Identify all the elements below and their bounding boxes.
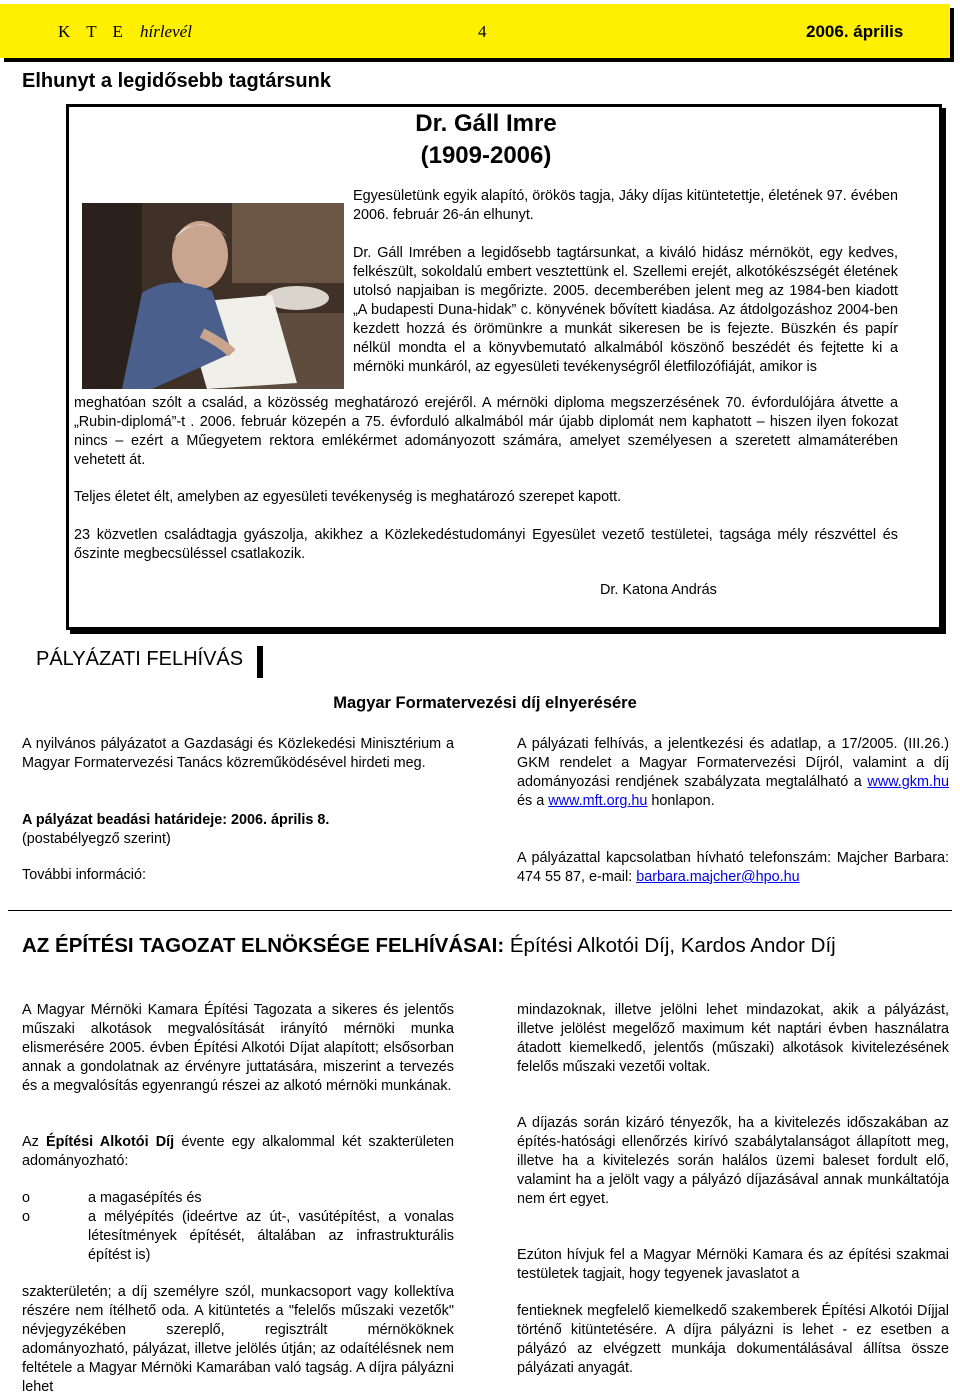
award-name: Építési Alkotói Díj [45, 1134, 175, 1150]
building-eligibility-cont: mindazoknak, illetve jelölni lehet mindazokat, akik a pályázást, illetve jelölést megelőző maximum két naptári évben használatra átadott kiemelkedő, jelentős (műszaki) alkotások kivitelezésének felelős műszaki vezetői voltak. [517, 1002, 949, 1075]
obituary-name [66, 108, 906, 172]
deadline-note: (postabélyegző szerint) [22, 831, 171, 847]
competition-title: PÁLYÁZATI FELHÍVÁS [36, 648, 249, 671]
portrait-photo [82, 203, 344, 389]
header-newsletter-label: hírlevél [140, 22, 192, 41]
header-date: 2006. április [806, 22, 904, 41]
building-title-bold: AZ ÉPÍTÉSI TAGOZAT ELNÖKSÉGE FELHÍVÁSAI: [22, 934, 505, 957]
email-link[interactable]: barbara.majcher@hpo.hu [636, 869, 800, 885]
building-title-rest: Építési Alkotói Díj, Kardos Andor Díj [509, 934, 836, 957]
obituary-intro: Egyesületünk egyik alapító, örökös tagja, Jáky díjas kitüntetettje, életének 97. évében 2006. február 26-án elhunyt. [353, 188, 898, 223]
award-intro-a: Az [22, 1134, 39, 1150]
obituary-years: (1909-2006) [420, 142, 552, 169]
competition-contact [517, 849, 949, 887]
newsletter-header [0, 4, 950, 58]
competition-deadline [22, 811, 454, 849]
obituary-life: Teljes életet élt, amelyben az egyesületi tevékenység is meghatározó szerepet kapott. [74, 489, 622, 505]
gkm-link[interactable]: www.gkm.hu [867, 774, 949, 790]
competition-announcer: A nyilvános pályázatot a Gazdasági és Közlekedési Minisztérium a Magyar Formatervezési Tanács közreműködésével hirdeti meg. [22, 736, 454, 771]
obituary-signature: Dr. Katona András [600, 582, 717, 598]
section-divider [8, 910, 952, 911]
documents-and: és a [517, 793, 545, 809]
category-civil: a mélyépítés (ideértve az út-, vasútépítést, a vonalas létesítmények építését, általában az infrastrukturális építést is) [88, 1209, 454, 1263]
competition-subtitle: Magyar Formatervezési díj elnyerésére [333, 694, 637, 712]
building-intro: A Magyar Mérnöki Kamara Építési Tagozata a sikeres és jelentős műszaki alkotások megvalósítását irányító mérnöki munka elismerésére 2005. évben Építési Alkotói Díjat alapított; elsősorban annak a gondolatnak az érvényre juttatására, miszerint a tervezés és a megvalósítás egyenrangú részei az alkotó mérnöki munkának. [22, 1002, 454, 1094]
obituary-body-right: Dr. Gáll Imrében a legidősebb tagtársunkat, a kiváló hidász mérnököt, egy kedves, felkészült, sokoldalú embert vesztettünk el. Szellemi erejét, alkotókészségét életének utolsó napjaiban is megőrizte. 2005. decemberében jelent meg az 1984-ben kiadott „A budapesti Duna-hidak” c. könyvének bővített kiadása. Az átdolgozáshoz 2004-ben kezdett hozzá és örömünkre a munkát sikeresen be is fejezte. Büszkén és papír nélkül mondta el a könyvbemutató alkalmából köszönő beszédét és fejtette ki a mérnöki munkáról, az egyesületi tevékenységről életfilozófiáját, amikor is [353, 245, 898, 375]
portrait-image [82, 203, 344, 389]
building-section-title [22, 934, 836, 958]
award-intro-b: évente egy alkalommal két szakterületen adományozható: [22, 1134, 455, 1169]
obituary-condolence: 23 közvetlen családtagja gyászolja, akikhez a Közlekedéstudományi Egyesület vezető testületei, tagsága mély részvéttel és őszinte megbecsüléssel csatlakozik. [74, 527, 898, 562]
obituary-section-title: Elhunyt a legidősebb tagtársunk [22, 70, 331, 92]
mft-link[interactable]: www.mft.org.hu [548, 793, 648, 809]
documents-text: A pályázati felhívás, a jelentkezési és adatlap, a 17/2005. (III.26.) GKM rendelet a Magyar Formatervezési Díjról, valamint a díj adományozási rendjének szabályzata megtalálható a [517, 736, 949, 790]
bullet-mark-2: o [22, 1209, 31, 1225]
building-exclusions: A díjazás során kizáró tényezők, ha a kivitelezés időszakában az építés-hatósági ellenőrzés kirívó szabálytalanságot állapított meg, illetve ha a kivitelezés során halálos üzemi baleset fordult elő, valamint ha a jelölt vagy a pályázó díjazásával annak munkáltatója nem ért egyet. [517, 1115, 949, 1207]
header-page-number: 4 [478, 22, 487, 41]
deadline-label: A pályázat beadási határideje: 2006. április 8. [22, 812, 330, 828]
competition-documents [517, 735, 949, 811]
building-call-cont: fentieknek megfelelő kiemelkedő szakemberek Építési Alkotói Díjjal történő kitüntetésére. A díjra pályázni is lehet - ez esetben a pályázó az elvégzett munkája dokumentálásával állítsa össze pályázati anyagát. [517, 1303, 949, 1376]
building-eligibility: szakterületén; a díj személyre szól, munkacsoport vagy kollektíva részére nem ítélhető oda. A kitüntetés a "felelős műszaki vezetők" névjegyzékében szereplő, regisztrált mérnököknek adományozható, pályázat, illetve jelölés útján; az odaítélésnek nem feltétele a Magyar Mérnöki Kamarában való tagság. A díjra pályázni lehet [22, 1284, 454, 1395]
more-info-label: További információ: [22, 867, 146, 883]
documents-end: honlapon. [651, 793, 715, 809]
building-award-intro [22, 1133, 454, 1171]
building-call: Ezúton hívjuk fel a Magyar Mérnöki Kamara és az építési szakmai testületek tagjait, hogy tegyenek javaslatot a [517, 1247, 949, 1282]
contact-text: A pályázattal kapcsolatban hívható telefonszám: Majcher Barbara: 474 55 87, e-mail: [517, 850, 949, 885]
category-building: a magasépítés és [88, 1190, 202, 1206]
obituary-body-wide: meghatóan szólt a család, a közösség meghatározó erejéről. A mérnöki diploma megszerzésének 70. évfordulójára átvette a „Rubin-diplomá”-t . 2006. február közepén a 75. évforduló alkalmából már újabb diplomát nem kaphatott – hiszen ilyen fokozat nincs – ezért a Műegyetem rektora emlékérmet adományozott számára, amelyet személyesen a szeretett almamáterében vehetett át. [74, 395, 898, 468]
obituary-person: Dr. Gáll Imre [415, 110, 557, 137]
bullet-mark-1: o [22, 1190, 31, 1206]
header-org: K T E [58, 22, 129, 41]
